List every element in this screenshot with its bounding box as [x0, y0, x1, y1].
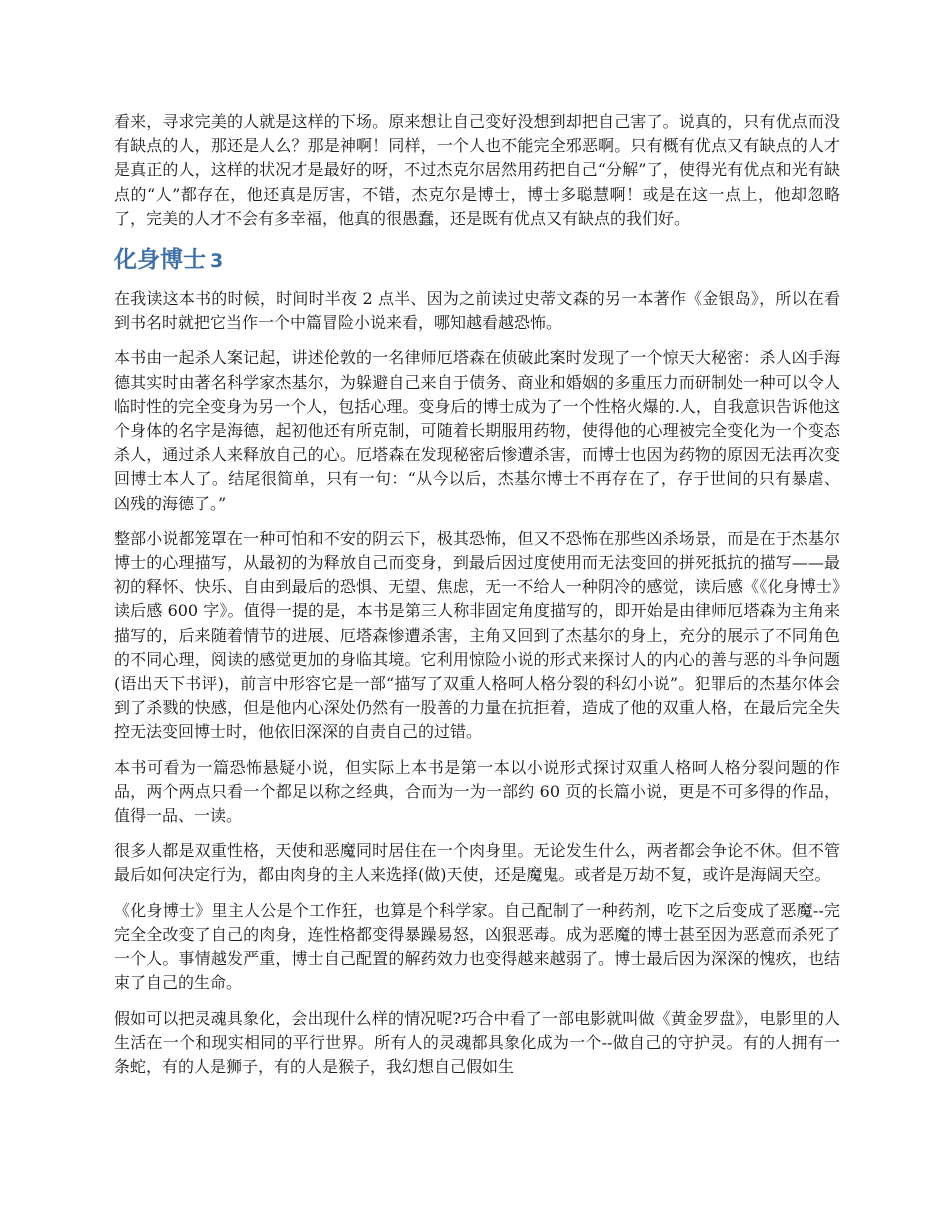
- paragraph-3: 整部小说都笼罩在一种可怕和不安的阴云下，极其恐怖，但又不恐怖在那些凶杀场景，而是在于杰基尔博士的心理描写，从最初的为释放自己而变身，到最后因过度使用而无法变回的拼死抵抗的描写——最初的释怀、快乐、自由到最后的恐惧、无望、焦虑，无一不给人一种阴冷的感觉，读后感《《化身博士》读后感 600 字》。值得一提的是，本书是第三人称非固定角度描写的，即开始是由律师厄塔森为主角来描写的，后来随着情节的进展、厄塔森惨遭杀害，主角又回到了杰基尔的身上，充分的展示了不同角色的不同心理，阅读的感觉更加的身临其境。它利用惊险小说的形式来探讨人的内心的善与恶的斗争问题(语出天下书评)，前言中形容它是一部“描写了双重人格呵人格分裂的科幻小说”。犯罪后的杰基尔体会到了杀戮的快感，但是他内心深处仍然有一股善的力量在抗拒着，造成了他的双重人格，在最后完全失控无法变回博士时，他依旧深深的自责自己的过错。: [114, 528, 840, 742]
- paragraph-2: 本书由一起杀人案记起，讲述伦敦的一名律师厄塔森在侦破此案时发现了一个惊天大秘密：杀人凶手海德其实时由著名科学家杰基尔，为躲避自己来自于债务、商业和婚姻的多重压力而研制处一种可以令人临时性的完全变身为另一个人，包括心理。变身后的博士成为了一个性格火爆的.人，自我意识告诉他这个身体的名字是海德，起初他还有所克制，可随着长期服用药物，使得他的心理被完全变化为一个变态杀人，通过杀人来释放自己的心。厄塔森在发现秘密后惨遭杀害，而博士也因为药物的原因无法再次变回博士本人了。结尾很简单，只有一句：“从今以后，杰基尔博士不再存在了，存于世间的只有暴虐、凶残的海德了。”: [114, 348, 840, 513]
- section-heading: [114, 245, 840, 276]
- paragraph-6: 《化身博士》里主人公是个工作狂，也算是个科学家。自己配制了一种药剂，吃下之后变成了恶魔--完完全全改变了自己的肉身，连性格都变得暴躁易怒，凶狠恶毒。成为恶魔的博士甚至因为恶意而杀死了一个人。事情越发严重，博士自己配置的解药效力也变得越来越弱了。博士最后因为深深的愧疚，也结束了自己的生命。: [114, 900, 840, 993]
- paragraph-1: 在我读这本书的时候，时间时半夜 2 点半、因为之前读过史蒂文森的另一本著作《金银岛》，所以在看到书名时就把它当作一个中篇冒险小说来看，哪知越看越恐怖。: [114, 289, 840, 333]
- paragraph-4: 本书可看为一篇恐怖悬疑小说，但实际上本书是第一本以小说形式探讨双重人格呵人格分裂问题的作品，两个两点只看一个都足以称之经典，合而为一为一部约 60 页的长篇小说，更是不可多得的作品，值得一品、一读。: [114, 757, 840, 826]
- paragraph-intro: 看来，寻求完美的人就是这样的下场。原来想让自己变好没想到却把自己害了。说真的，只有优点而没有缺点的人，那还是人么？那是神啊！同样，一个人也不能完全邪恶啊。只有概有优点又有缺点的人才是真正的人，这样的状况才是最好的呀，不过杰克尔居然用药把自己“分解”了，使得光有优点和光有缺点的“人”都存在，他还真是厉害，不错，杰克尔是博士，博士多聪慧啊！或是在这一点上，他却忽略了，完美的人才不会有多幸福，他真的很愚蠢，还是既有优点又有缺点的我们好。: [114, 112, 840, 228]
- section-title: 化身博士: [114, 247, 206, 274]
- paragraph-5: 很多人都是双重性格，天使和恶魔同时居住在一个肉身里。无论发生什么，两者都会争论不休。但不管最后如何决定行为，都由肉身的主人来选择(做)天使，还是魔鬼。或者是万劫不复，或许是海阔天空。: [114, 841, 840, 885]
- document-page: [114, 110, 840, 1090]
- section-number: 3: [210, 250, 224, 273]
- paragraph-7: 假如可以把灵魂具象化，会出现什么样的情况呢?巧合中看了一部电影就叫做《黄金罗盘》，电影里的人生活在一个和现实相同的平行世界。所有人的灵魂都具象化成为一个--做自己的守护灵。有的人拥有一条蛇，有的人是狮子，有的人是猴子，我幻想自己假如生: [114, 1008, 840, 1076]
